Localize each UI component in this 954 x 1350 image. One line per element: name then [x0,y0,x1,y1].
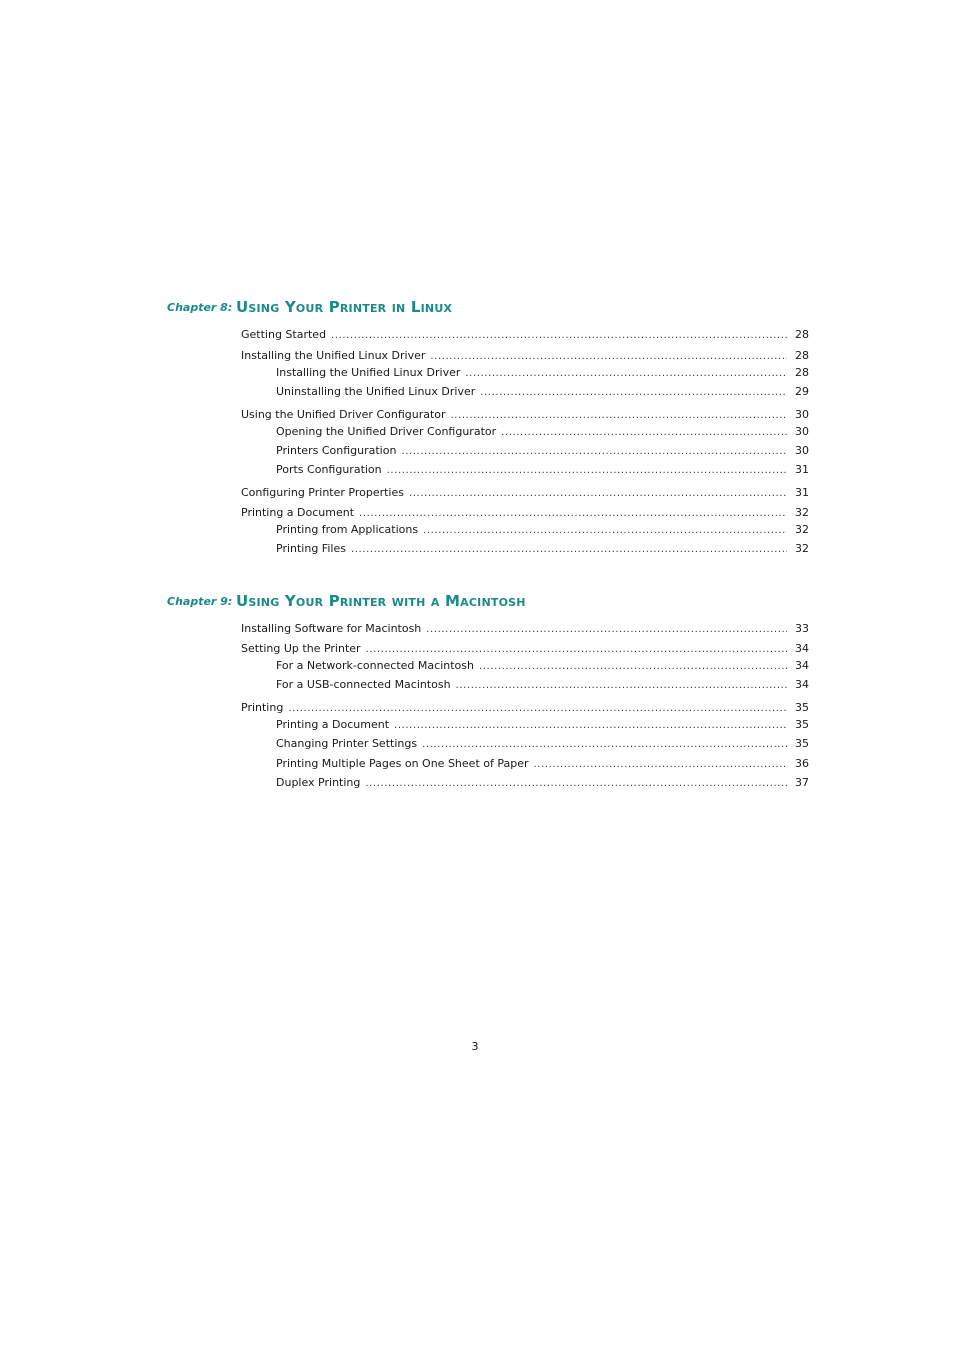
toc-entry-text: For a Network-connected Macintosh [276,659,474,672]
toc-page: 30 [795,444,809,457]
toc-entry-text: Printing a Document [276,718,390,731]
toc-entry-text: Uninstalling the Unified Linux Driver [276,385,476,398]
toc-entry-text: Printers Configuration [276,444,397,457]
toc-subentry[interactable] [276,718,809,732]
toc-entry[interactable] [241,701,809,715]
toc-entry-text: Duplex Printing [276,776,361,789]
toc-page: 31 [795,486,809,499]
chapter-8-heading [167,296,809,316]
chapter-9-heading [167,590,809,610]
toc-subentry[interactable] [276,757,809,771]
toc-entry-text: Opening the Unified Driver Configurator [276,425,497,438]
toc-subentry[interactable] [276,776,809,790]
toc-page: 35 [795,737,809,750]
toc-page: 32 [795,542,809,555]
toc-subentry[interactable] [276,425,809,439]
toc-page: 34 [795,678,809,691]
toc-leader [365,777,787,791]
toc-entry-text: For a USB-connected Macintosh [276,678,451,691]
toc-leader [422,738,787,752]
toc-page: 36 [795,757,809,770]
toc-leader [426,623,787,637]
toc-leader [456,679,787,693]
toc-leader [465,367,787,381]
toc-subentry[interactable] [276,444,809,458]
toc-leader [351,543,787,557]
toc-page: 33 [795,622,809,635]
toc-leader [501,426,787,440]
toc-leader [359,507,787,521]
toc-page: 30 [795,425,809,438]
toc-page: 28 [795,328,809,341]
chapter-title: Using Your Printer with a Macintosh [236,592,526,610]
toc-entry-text: Changing Printer Settings [276,737,418,750]
chapter-label: Chapter 9: [167,595,233,608]
toc-entry-text: Installing the Unified Linux Driver [276,366,461,379]
toc-leader [331,329,787,343]
toc-entry-text: Printing Multiple Pages on One Sheet of Paper [276,757,529,770]
toc-leader [480,386,787,400]
toc-leader [401,445,787,459]
chapter-title: Using Your Printer in Linux [236,298,453,316]
toc-entry[interactable] [241,622,809,636]
toc-leader [534,758,787,772]
toc-entry-text: Printing from Applications [276,523,419,536]
toc-entry[interactable] [241,506,809,520]
toc-leader [409,487,787,501]
toc-subentry[interactable] [276,523,809,537]
toc-page: 35 [795,718,809,731]
page-number: 3 [471,1040,479,1053]
toc-entry-text: Configuring Printer Properties [241,486,404,499]
toc-subentry[interactable] [276,385,809,399]
toc-subentry[interactable] [276,366,809,380]
toc-entry-text: Installing the Unified Linux Driver [241,349,426,362]
toc-entry-text: Using the Unified Driver Configurator [241,408,446,421]
toc-page: 32 [795,523,809,536]
toc-leader [451,409,787,423]
toc-entry-text: Getting Started [241,328,327,341]
toc-page: 30 [795,408,809,421]
toc-page: 34 [795,659,809,672]
toc-entry-text: Printing Files [276,542,346,555]
toc-page: 37 [795,776,809,789]
toc-subentry[interactable] [276,678,809,692]
toc-page: 34 [795,642,809,655]
toc-entry-text: Ports Configuration [276,463,382,476]
toc-entry-text: Printing [241,701,284,714]
toc-entry-text: Printing a Document [241,506,355,519]
toc-leader [288,702,787,716]
toc-entry[interactable] [241,642,809,656]
toc-leader [394,719,787,733]
toc-entry-text: Setting Up the Printer [241,642,361,655]
toc-page: 32 [795,506,809,519]
toc-entry[interactable] [241,328,809,342]
toc-subentry[interactable] [276,463,809,477]
toc-leader [479,660,787,674]
chapter-label: Chapter 8: [167,301,233,314]
toc-leader [366,643,787,657]
toc-page: 28 [795,366,809,379]
toc-subentry[interactable] [276,542,809,556]
toc-leader [423,524,787,538]
toc-entry[interactable] [241,349,809,363]
toc-leader [387,464,787,478]
toc-page: 29 [795,385,809,398]
toc-entry-text: Installing Software for Macintosh [241,622,422,635]
toc-subentry[interactable] [276,737,809,751]
toc-entry[interactable] [241,408,809,422]
toc-subentry[interactable] [276,659,809,673]
toc-page: 28 [795,349,809,362]
toc-page: 31 [795,463,809,476]
toc-page: 35 [795,701,809,714]
toc-entry[interactable] [241,486,809,500]
toc-leader [430,350,787,364]
